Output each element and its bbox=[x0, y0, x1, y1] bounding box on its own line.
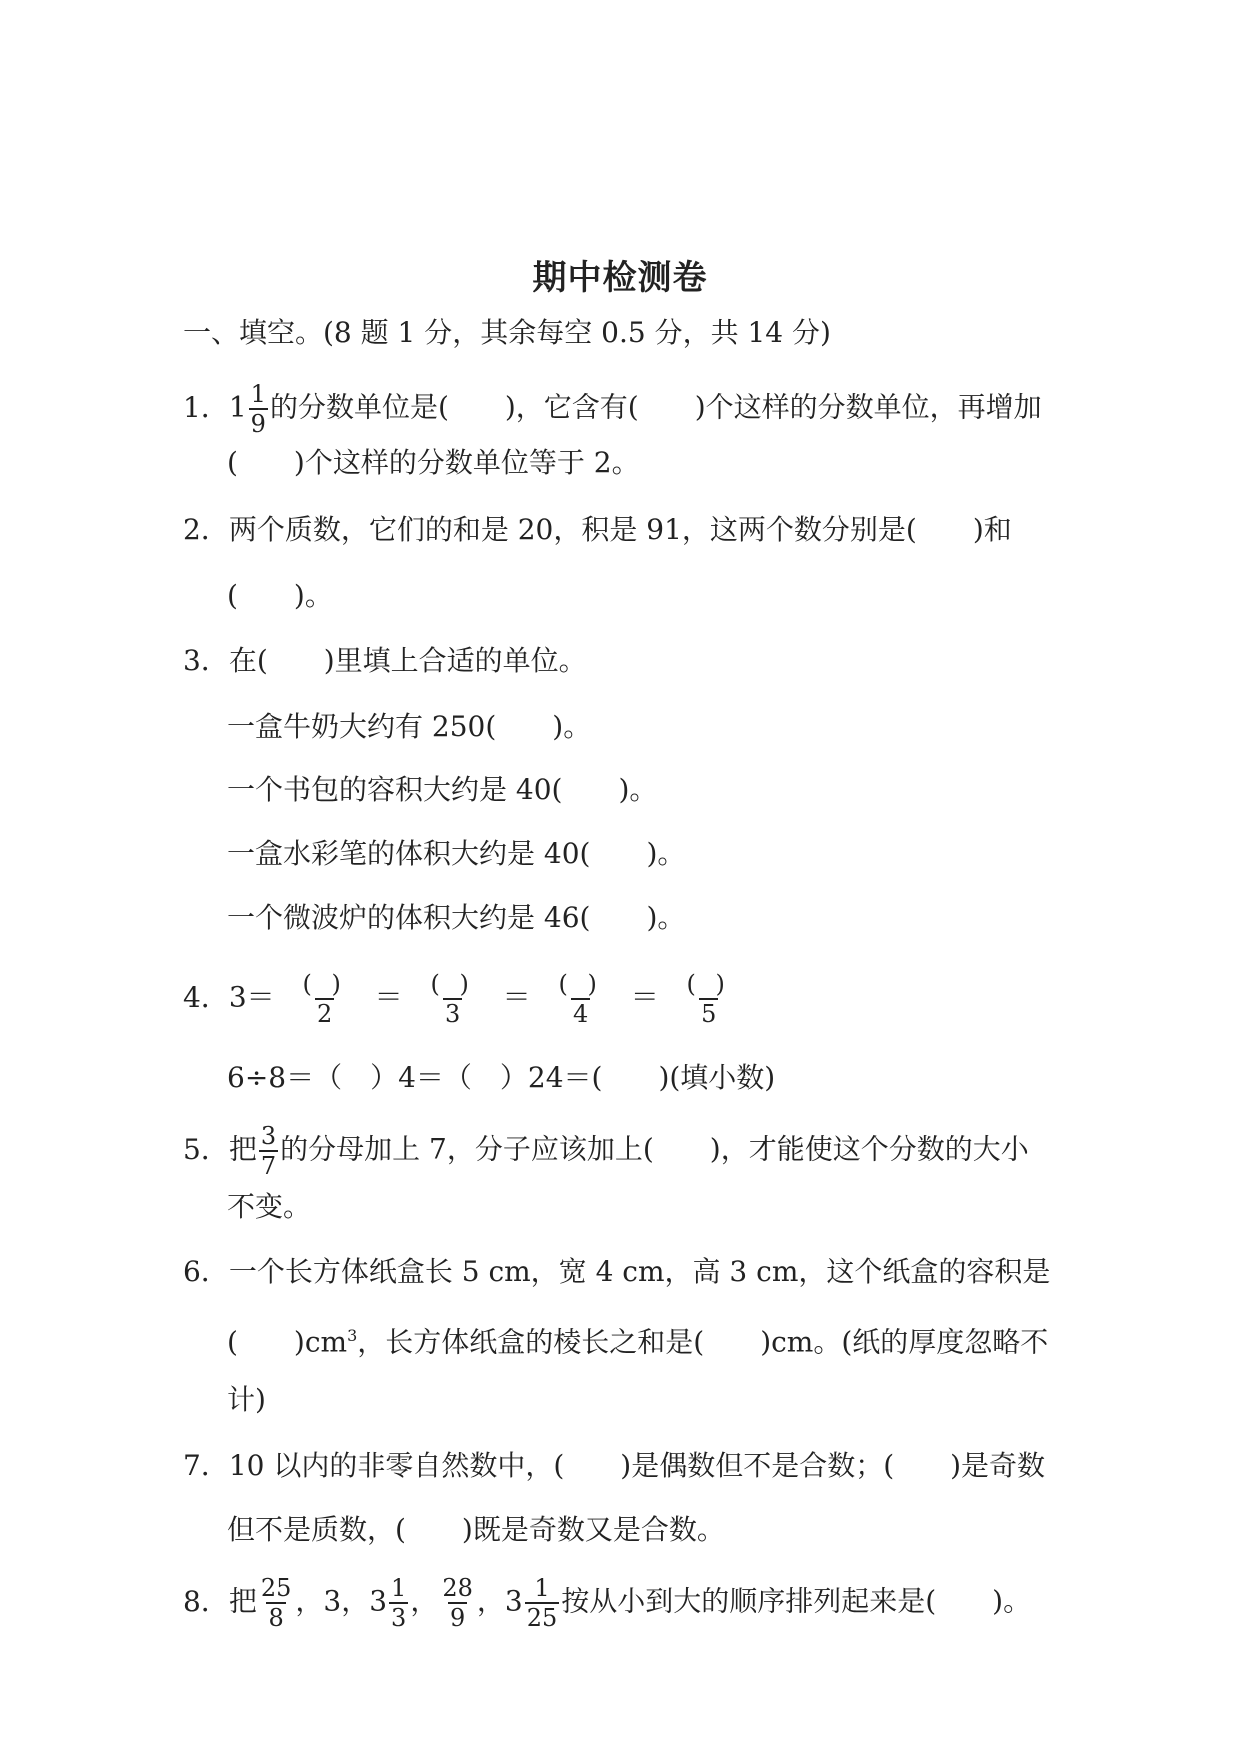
question-text: 一个长方体纸盒长 5 cm，宽 4 cm，高 3 cm，这个纸盒的容积是 bbox=[228, 1255, 1051, 1288]
question-text: 两个质数，它们的和是 20，积是 91，这两个数分别是( )和 bbox=[228, 513, 1012, 546]
question-5-cont: 不变。 bbox=[227, 1190, 312, 1223]
denominator: 9 bbox=[449, 1604, 466, 1632]
denominator: 25 bbox=[526, 1604, 558, 1632]
question-text: 在( )里填上合适的单位。 bbox=[228, 644, 587, 677]
superscript: 3 bbox=[347, 1326, 358, 1345]
denominator: 4 bbox=[573, 1000, 589, 1028]
fraction bbox=[525, 1574, 560, 1632]
question-6-cont bbox=[227, 1316, 1048, 1362]
question-text: 的分母加上 7，分子应该加上( )，才能使这个分数的大小 bbox=[280, 1132, 1029, 1166]
equation-lead: 3＝ bbox=[228, 980, 275, 1014]
question-text: ，长方体纸盒的棱长之和是( )cm。(纸的厚度忽略不 bbox=[357, 1325, 1049, 1359]
fraction bbox=[440, 1574, 475, 1632]
question-number: 6． bbox=[183, 1255, 229, 1288]
question-prefix: 把 bbox=[228, 1584, 257, 1618]
question-1-cont: ( )个这样的分数单位等于 2。 bbox=[227, 446, 640, 479]
question-text: 的分数单位是( )，它含有( )个这样的分数单位，再增加 bbox=[269, 390, 1042, 424]
question-7-cont: 但不是质数，( )既是奇数又是合数。 bbox=[227, 1513, 725, 1546]
fraction bbox=[259, 1574, 294, 1632]
denominator: 9 bbox=[250, 410, 266, 438]
unit-item: 一个书包的容积大约是 40( )。 bbox=[227, 773, 658, 806]
separator: ，3，3 bbox=[295, 1584, 388, 1618]
question-number: 5． bbox=[183, 1132, 229, 1166]
fraction bbox=[389, 1574, 408, 1632]
fraction bbox=[405, 970, 501, 1028]
answer-blank-volume: ( )cm bbox=[227, 1325, 348, 1359]
whole-number: 1 bbox=[228, 390, 247, 424]
equals-sign: ＝ bbox=[374, 980, 403, 1014]
denominator: 5 bbox=[701, 1000, 717, 1028]
question-7 bbox=[183, 1446, 1045, 1486]
question-6-cont2: 计) bbox=[227, 1383, 266, 1416]
question-2 bbox=[183, 510, 1012, 550]
fraction bbox=[259, 1122, 278, 1180]
question-6 bbox=[183, 1252, 1050, 1292]
numerator-blank: ( ) bbox=[430, 970, 475, 998]
equals-sign: ＝ bbox=[630, 980, 659, 1014]
question-3 bbox=[183, 641, 587, 681]
question-number: 4． bbox=[183, 980, 229, 1014]
page-title: 期中检测卷 bbox=[532, 258, 708, 298]
numerator: 3 bbox=[260, 1122, 277, 1150]
fraction bbox=[277, 970, 373, 1028]
denominator: 3 bbox=[391, 1604, 407, 1632]
numerator: 28 bbox=[442, 1574, 473, 1602]
denominator: 7 bbox=[260, 1152, 277, 1180]
question-number: 3． bbox=[183, 644, 229, 677]
unit-item: 一盒牛奶大约有 250( )。 bbox=[227, 710, 592, 743]
denominator: 3 bbox=[445, 1000, 461, 1028]
question-prefix: 把 bbox=[228, 1132, 257, 1166]
numerator: 25 bbox=[260, 1574, 292, 1602]
question-4-line2: 6÷8＝（ ）4＝（ ）24＝( )(填小数) bbox=[227, 1061, 776, 1094]
separator: ，3 bbox=[476, 1584, 523, 1618]
question-5 bbox=[183, 1122, 1029, 1180]
question-text: 按从小到大的顺序排列起来是( )。 bbox=[561, 1584, 1032, 1618]
numerator: 1 bbox=[391, 1574, 407, 1602]
separator: ， bbox=[410, 1584, 439, 1618]
question-8 bbox=[183, 1574, 1031, 1632]
question-2-cont: ( )。 bbox=[227, 579, 333, 612]
question-number: 7． bbox=[183, 1449, 229, 1482]
fraction bbox=[249, 380, 268, 438]
question-number: 8． bbox=[183, 1584, 229, 1618]
question-number: 1． bbox=[183, 390, 229, 424]
numerator: 1 bbox=[534, 1574, 550, 1602]
denominator: 8 bbox=[268, 1604, 284, 1632]
numerator-blank: ( ) bbox=[686, 970, 731, 998]
fraction bbox=[661, 970, 757, 1028]
fraction bbox=[533, 970, 629, 1028]
question-4 bbox=[183, 970, 759, 1028]
numerator-blank: ( ) bbox=[558, 970, 603, 998]
question-1 bbox=[183, 380, 1042, 438]
section-heading: 一、填空。(8 题 1 分，其余每空 0.5 分，共 14 分) bbox=[183, 316, 831, 349]
question-number: 2． bbox=[183, 513, 229, 546]
numerator: 1 bbox=[250, 380, 266, 408]
unit-item: 一个微波炉的体积大约是 46( )。 bbox=[227, 901, 686, 934]
equals-sign: ＝ bbox=[502, 980, 531, 1014]
unit-item: 一盒水彩笔的体积大约是 40( )。 bbox=[227, 837, 686, 870]
question-text: 10 以内的非零自然数中，( )是偶数但不是合数；( )是奇数 bbox=[228, 1449, 1046, 1482]
numerator-blank: ( ) bbox=[302, 970, 347, 998]
denominator: 2 bbox=[317, 1000, 333, 1028]
